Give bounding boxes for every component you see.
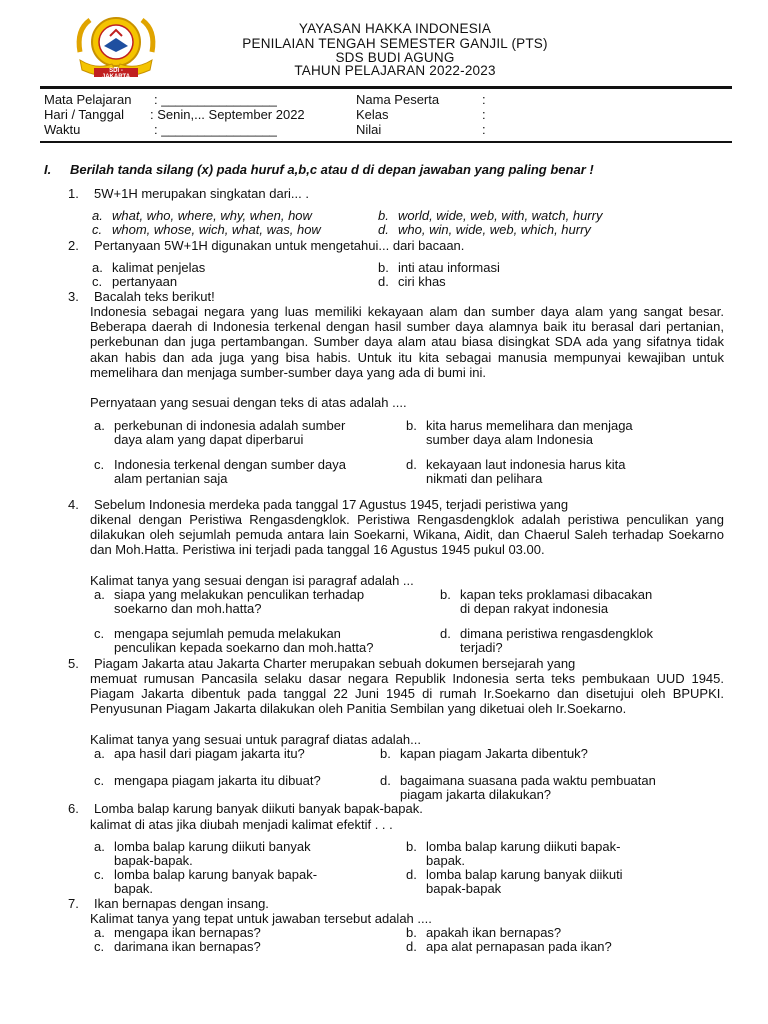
question-1	[68, 186, 309, 201]
option-text: lomba balap karung banyak diikuti	[426, 867, 623, 882]
option-letter: c.	[94, 457, 105, 472]
option-text: kalimat penjelas	[112, 260, 206, 275]
q6-option-d[interactable]	[406, 868, 623, 896]
option-text-cont: sumber daya alam Indonesia	[426, 432, 593, 447]
q3-option-a[interactable]	[94, 419, 345, 447]
option-letter: b.	[380, 746, 391, 761]
q3-option-b[interactable]	[406, 419, 633, 447]
question-number: 2.	[68, 238, 79, 253]
q7-option-a[interactable]	[94, 926, 261, 940]
nilai-label: Nilai	[356, 122, 382, 137]
option-text: darimana ikan bernapas?	[114, 939, 261, 954]
option-letter: a.	[94, 746, 105, 761]
q3-option-c[interactable]	[94, 458, 346, 486]
option-text: apa alat pernapasan pada ikan?	[426, 939, 612, 954]
question-6	[68, 801, 423, 816]
option-letter: b.	[440, 587, 451, 602]
question-3	[68, 289, 215, 304]
identity-rule	[40, 141, 732, 143]
option-text: kekayaan laut indonesia harus kita	[426, 457, 626, 472]
option-text: who, win, wide, web, which, hurry	[398, 222, 591, 237]
q4-option-b[interactable]	[440, 588, 652, 616]
option-text-cont: penculikan kepada soekarno dan moh.hatta?	[114, 640, 374, 655]
question-number: 4.	[68, 497, 79, 512]
option-letter: c.	[94, 626, 105, 641]
option-text: dimana peristiwa rengasdengklok	[460, 626, 653, 641]
option-text: Indonesia terkenal dengan sumber daya	[114, 457, 346, 472]
question-text: Sebelum Indonesia merdeka pada tanggal 17 Agustus 1945, terjadi peristiwa yang	[94, 497, 569, 512]
option-letter: a.	[94, 925, 105, 940]
option-text: mengapa piagam jakarta itu dibuat?	[114, 773, 321, 788]
option-letter: c.	[94, 939, 105, 954]
question-number: 3.	[68, 289, 79, 304]
instruction-text: Berilah tanda silang (x) pada huruf a,b,c atau d di depan jawaban yang paling benar !	[70, 162, 594, 177]
option-letter: a.	[94, 839, 105, 854]
q5-option-d[interactable]	[380, 774, 656, 802]
q3-option-d[interactable]	[406, 458, 625, 486]
option-text-cont: alam pertanian saja	[114, 471, 228, 486]
option-text: apa hasil dari piagam jakarta itu?	[114, 746, 305, 761]
option-letter: c.	[92, 274, 103, 289]
option-letter: b.	[406, 839, 417, 854]
option-letter: a.	[92, 208, 103, 223]
question-2	[68, 238, 464, 253]
option-letter: c.	[92, 222, 103, 237]
q6-option-b[interactable]	[406, 840, 620, 868]
option-text-cont: soekarno dan moh.hatta?	[114, 601, 262, 616]
option-letter: d.	[406, 939, 417, 954]
option-text-cont: di depan rakyat indonesia	[460, 601, 609, 616]
q7-option-b[interactable]	[406, 926, 561, 940]
option-text-cont: bapak.	[426, 853, 466, 868]
q1-option-c[interactable]	[92, 223, 321, 237]
option-letter: d.	[406, 457, 417, 472]
option-text-cont: nikmati dan pelihara	[426, 471, 543, 486]
option-letter: c.	[94, 867, 105, 882]
option-text: what, who, where, why, when, how	[112, 208, 312, 223]
option-text: bagaimana suasana pada waktu pembuatan	[400, 773, 656, 788]
q4-option-c[interactable]	[94, 627, 373, 655]
option-letter: b.	[378, 260, 389, 275]
option-letter: d.	[380, 773, 391, 788]
header-year: TAHUN PELAJARAN 2022-2023	[294, 63, 496, 78]
q2-option-a[interactable]	[92, 261, 205, 275]
q6-option-a[interactable]	[94, 840, 311, 868]
mapel-value: : ________________	[154, 92, 277, 107]
question-text: Lomba balap karung banyak diikuti banyak bapak-bapak.	[94, 801, 423, 816]
q5-option-a[interactable]	[94, 747, 305, 761]
question-7	[68, 896, 269, 911]
kelas-value: :	[482, 107, 486, 122]
question-4	[68, 497, 568, 512]
option-text-cont: daya alam yang dapat diperbarui	[114, 432, 304, 447]
q6-option-c[interactable]	[94, 868, 317, 896]
option-text: mengapa ikan bernapas?	[114, 925, 261, 940]
option-letter: b.	[406, 418, 417, 433]
question-number: 5.	[68, 656, 79, 671]
option-text-cont: bapak-bapak.	[114, 853, 193, 868]
option-text: whom, whose, wich, what, was, how	[112, 222, 321, 237]
nama-label: Nama Peserta	[356, 92, 440, 107]
option-text: apakah ikan bernapas?	[426, 925, 562, 940]
option-letter: a.	[94, 418, 105, 433]
hari-value: : Senin,... September 2022	[150, 107, 305, 122]
q4-passage: dikenal dengan Peristiwa Rengasdengklok. Peristiwa Rengasdengklok adalah peristiwa penculikan yang dilakukan oleh sejumlah pemuda antara lain Soekarni, Wikana, Aidit, dan Chaerul Saleh terhadap Soekarno dan Moh.Hatta. Peristiwa ini terjadi pada tanggal 16 Agustus 1945 pukul 03.00.	[90, 512, 724, 558]
q7-option-c[interactable]	[94, 940, 261, 954]
option-text: pertanyaan	[112, 274, 178, 289]
q5-option-b[interactable]	[380, 747, 588, 761]
question-text: Ikan bernapas dengan insang.	[94, 896, 269, 911]
q7-prompt: Kalimat tanya yang tepat untuk jawaban tersebut adalah ....	[90, 911, 432, 926]
q4-option-d[interactable]	[440, 627, 653, 655]
nama-value: :	[482, 92, 486, 107]
option-text: inti atau informasi	[398, 260, 500, 275]
q6-prompt: kalimat di atas jika diubah menjadi kalimat efektif . . .	[90, 817, 393, 832]
option-letter: b.	[406, 925, 417, 940]
question-text: Piagam Jakarta atau Jakarta Charter merupakan sebuah dokumen bersejarah yang	[94, 656, 576, 671]
q2-option-b[interactable]	[378, 261, 500, 275]
kelas-label: Kelas	[356, 107, 389, 122]
option-text: lomba balap karung diikuti banyak	[114, 839, 311, 854]
waktu-value: : ________________	[154, 122, 277, 137]
option-text: kapan teks proklamasi dibacakan	[460, 587, 653, 602]
mapel-label: Mata Pelajaran	[44, 92, 132, 107]
option-letter: c.	[94, 773, 105, 788]
option-text-cont: bapak.	[114, 881, 154, 896]
header-exam: PENILAIAN TENGAH SEMESTER GANJIL (PTS)	[242, 36, 548, 51]
option-letter: d.	[440, 626, 451, 641]
option-letter: d.	[378, 222, 389, 237]
option-text: kita harus memelihara dan menjaga	[426, 418, 633, 433]
q4-prompt: Kalimat tanya yang sesuai dengan isi paragraf adalah ...	[90, 573, 414, 588]
option-text: perkebunan di indonesia adalah sumber	[114, 418, 346, 433]
logo-caption: SDI - JAKARTA	[101, 68, 131, 80]
option-text: mengapa sejumlah pemuda melakukan	[114, 626, 341, 641]
question-text: 5W+1H merupakan singkatan dari... .	[94, 186, 309, 201]
option-letter: b.	[378, 208, 389, 223]
waktu-label: Waktu	[44, 122, 81, 137]
option-text-cont: piagam jakarta dilakukan?	[400, 787, 552, 802]
q2-option-d[interactable]	[378, 275, 446, 289]
nilai-value: :	[482, 122, 486, 137]
hari-label: Hari / Tanggal	[44, 107, 124, 122]
option-letter: d.	[378, 274, 389, 289]
q3-passage: Indonesia sebagai negara yang luas memiliki kekayaan alam dan sumber daya alam yang sangat besar. Beberapa daerah di Indonesia terkenal dengan hasil sumber daya alamnya baik itu berasal dari pertanian, perkebunan dan juga pertambangan. Sumber daya alam atau biasa disingkat SDA ada yang sifatnya tidak akan habis dan ada juga yang bisa habis. Untuk itu kita sebagai manusia mempunyai kewajiban untuk memelihara dan menjaga sumber-sumber daya yang ada di bumi ini.	[90, 304, 724, 380]
q1-option-a[interactable]	[92, 209, 312, 223]
question-number: 7.	[68, 896, 79, 911]
q5-prompt: Kalimat tanya yang sesuai untuk paragraf diatas adalah...	[90, 732, 421, 747]
q4-option-a[interactable]	[94, 588, 364, 616]
question-text: Bacalah teks berikut!	[94, 289, 215, 304]
q1-option-d[interactable]	[378, 223, 591, 237]
option-text: lomba balap karung banyak bapak-	[114, 867, 318, 882]
question-number: 1.	[68, 186, 79, 201]
q5-passage: memuat rumusan Pancasila selaku dasar negara Republik Indonesia serta teks pembukaan UUD 1945. Piagam Jakarta dibentuk pada tanggal 22 Juni 1945 di rumah Ir.Soekarno dan disetujui oleh BPUPKI. Penyusunan Piagam Jakarta dilakukan oleh Panitia Sembilan yang diketuai oleh Ir.Soekarno.	[90, 671, 724, 717]
option-text: kapan piagam Jakarta dibentuk?	[400, 746, 588, 761]
option-letter: d.	[406, 867, 417, 882]
option-letter: a.	[94, 587, 105, 602]
q3-prompt: Pernyataan yang sesuai dengan teks di atas adalah ....	[90, 395, 407, 410]
instruction	[44, 162, 594, 177]
instruction-num: I.	[44, 162, 52, 177]
option-letter: a.	[92, 260, 103, 275]
option-text: ciri khas	[398, 274, 446, 289]
option-text-cont: bapak-bapak	[426, 881, 502, 896]
school-logo	[66, 12, 166, 82]
q2-option-c[interactable]	[92, 275, 177, 289]
option-text-cont: terjadi?	[460, 640, 503, 655]
header-school: SDS BUDI AGUNG	[335, 50, 455, 65]
question-text: Pertanyaan 5W+1H digunakan untuk mengetahui... dari bacaan.	[94, 238, 465, 253]
option-text: siapa yang melakukan penculikan terhadap	[114, 587, 365, 602]
option-text: world, wide, web, with, watch, hurry	[398, 208, 603, 223]
question-5	[68, 656, 575, 671]
q5-option-c[interactable]	[94, 774, 321, 788]
header-foundation: YAYASAN HAKKA INDONESIA	[298, 21, 492, 36]
header-rule	[40, 86, 732, 89]
q1-option-b[interactable]	[378, 209, 602, 223]
question-number: 6.	[68, 801, 79, 816]
option-text: lomba balap karung diikuti bapak-	[426, 839, 621, 854]
q7-option-d[interactable]	[406, 940, 612, 954]
